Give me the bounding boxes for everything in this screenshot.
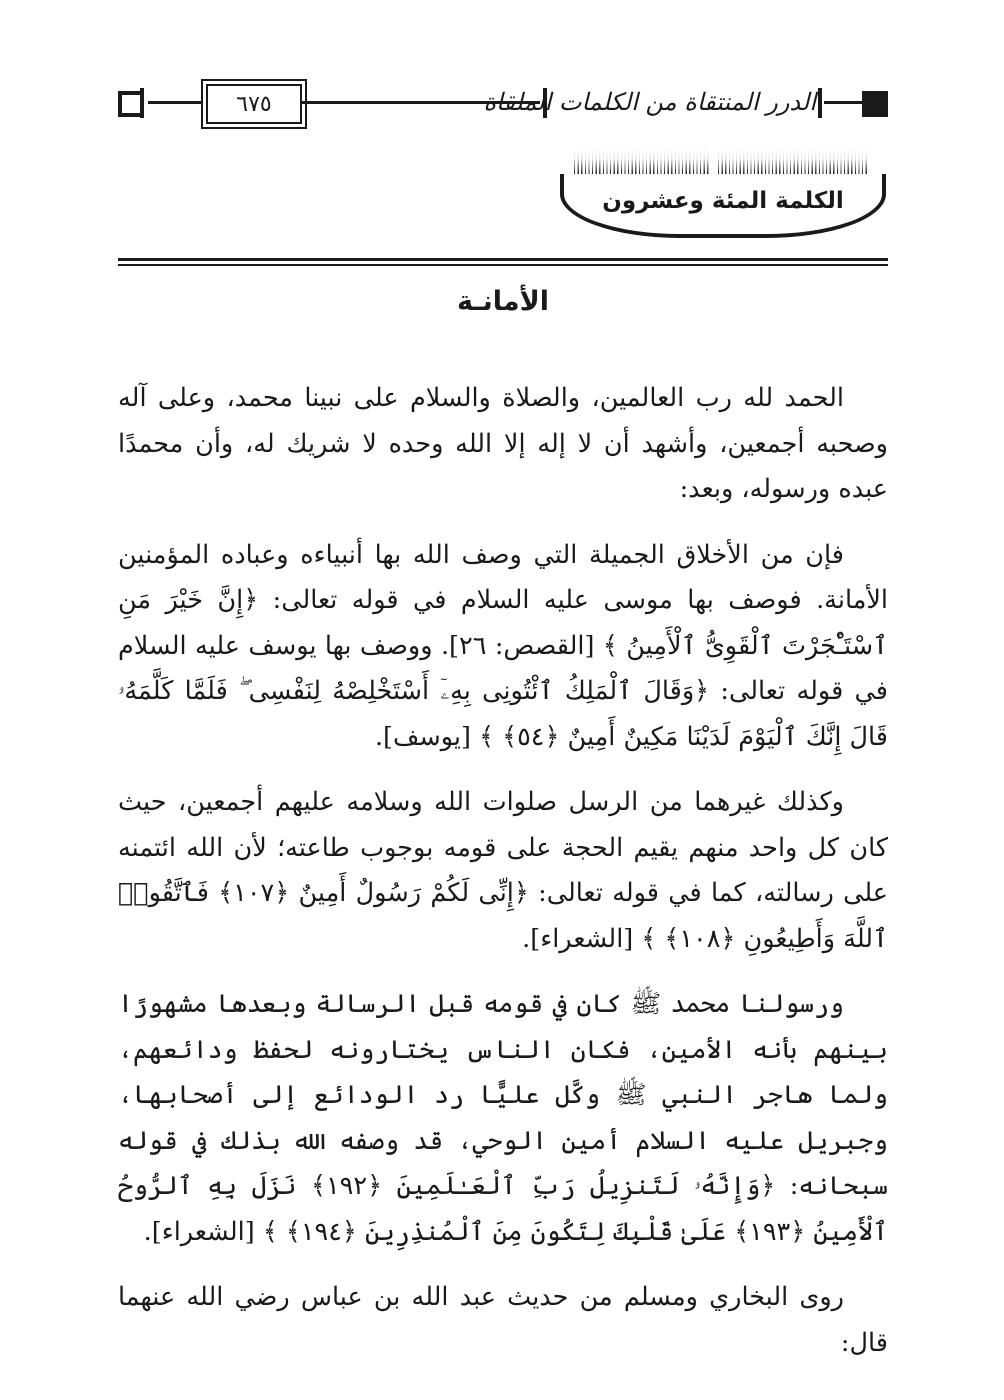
book-title: الدرر المنتقاة من الكلمات الملقاة	[483, 88, 816, 116]
paragraph: وكذلك غيرهما من الرسل صلوات الله وسلامه عليهم أجمعين، حيث كان كل واحد منهم يقيم الحجة على قومه بوجوب طاعته؛ لأن الله ائتمنه على رسالته، كما في قوله تعالى: ﴿إِنِّى لَكُمْ رَسُولٌ أَمِينٌ ﴿١٠٧﴾ فَٱتَّقُوا۟ ٱللَّهَ وَأَطِيعُونِ ﴿١٠٨﴾ ﴾ [الشعراء].	[118, 787, 889, 954]
page-number: ٦٧٥	[236, 91, 272, 117]
header-rule	[148, 101, 204, 104]
page-title: الأمانـة	[457, 286, 549, 317]
header-bar-ornament	[818, 88, 822, 118]
paragraph: روى البخاري ومسلم من حديث عبد الله بن عباس رضي الله عنهما قال:	[118, 1282, 888, 1358]
chapter-banner	[560, 148, 882, 250]
paragraph: الحمد لله رب العالمين، والصلاة والسلام على نبينا محمد، وعلى آله وصحبه أجمعين، وأشهد أن لا إله إلا الله وحده لا شريك له، وأن محمدًا عبده ورسوله، وبعد:	[118, 383, 888, 504]
banner-stripe-fade	[574, 148, 868, 174]
paragraph: ورسولنا محمد ﷺ كان في قومه قبل الرسالة وبعدها مشهورًا بينهم بأنه الأمين، فكان الناس يختارونه لحفظ ودائعهم، ولما هاجر النبي ﷺ وكَّل عليًّا رد الودائع إلى أصحابها، وجبريل عليه السلام أمين الوحي، قد وصفه الله بذلك في قوله سبحانه: ﴿وَإِنَّهُۥ لَتَنزِيلُ رَبِّ ٱلْعَـٰلَمِينَ ﴿١٩٢﴾ نَزَلَ بِهِ ٱلرُّوحُ ٱلْأَمِينُ ﴿١٩٣﴾ عَلَىٰ قَلْبِكَ لِتَكُونَ مِنَ ٱلْمُنذِرِينَ ﴿١٩٤﴾ ﴾ [الشعراء].	[118, 989, 888, 1247]
chapter-label: الكلمة المئة وعشرون	[602, 188, 844, 214]
paragraph: فإن من الأخلاق الجميلة التي وصف الله بها أنبياءه وعباده المؤمنين الأمانة. فوصف بها موسى عليه السلام في قوله تعالى: ﴿إِنَّ خَيْرَ مَنِ ٱسْتَـْٔجَرْتَ ٱلْقَوِىُّ ٱلْأَمِينُ ﴾ [القصص: ٢٦]. ووصف بها يوسف عليه السلام في قوله تعالى: ﴿وَقَالَ ٱلْمَلِكُ ٱئْتُونِى بِهِۦٓ أَسْتَخْلِصْهُ لِنَفْسِى ۖ فَلَمَّا كَلَّمَهُۥ قَالَ إِنَّكَ ٱلْيَوْمَ لَدَيْنَا مَكِينٌ أَمِينٌ ﴿٥٤﴾ ﴾ [يوسف].	[118, 539, 889, 752]
header-rule	[824, 101, 864, 104]
filled-square-ornament	[862, 91, 888, 117]
page-number-frame	[206, 84, 302, 124]
section-divider-thin	[118, 264, 888, 266]
body-text	[118, 376, 888, 1366]
section-divider	[118, 258, 888, 261]
header-bar-ornament	[140, 88, 144, 118]
running-header	[118, 78, 888, 128]
